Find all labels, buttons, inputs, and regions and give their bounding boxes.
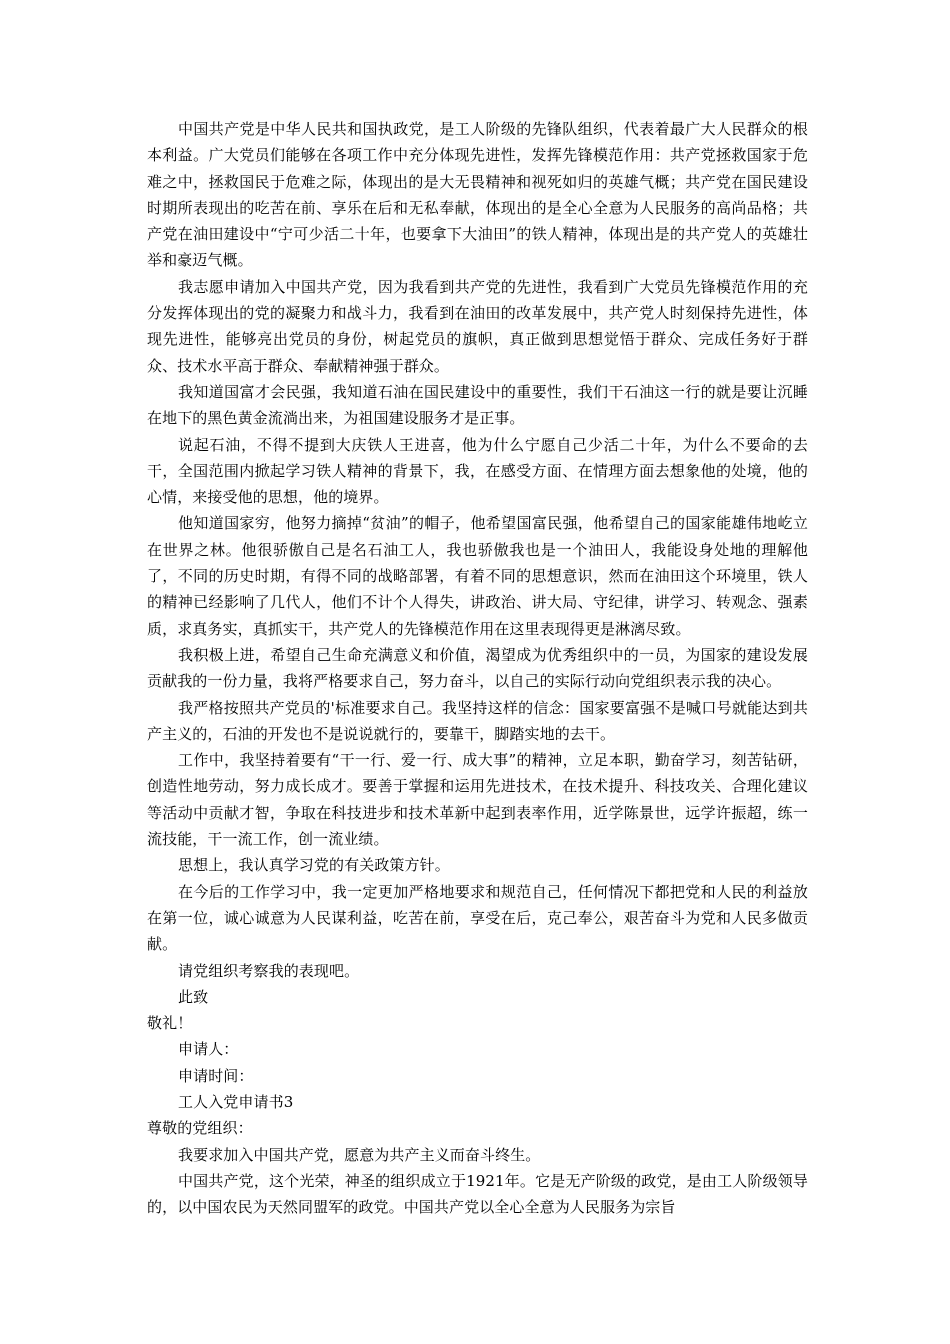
paragraph-thought: 思想上，我认真学习党的有关政策方针。: [178, 856, 450, 875]
application-date-label: 申请时间：: [178, 1066, 254, 1085]
applicant-label: 申请人：: [178, 1040, 239, 1059]
salutation: 尊敬的党组织：: [147, 1119, 253, 1138]
paragraph-iron-man-spirit: 他知道国家穷，他努力摘掉“贫油”的帽子，他希望国富民强，他希望自己的国家能雄伟地屹立在世界之林。他很骄傲自己是名石油工人，我也骄傲我也是一个油田人，我能设身处地的理解他了，不同的历史时期，有得不同的战略部署，有着不同的思想意识，然而在油田这个环境里，铁人的精神已经影响了几代人，他们不计个人得失，讲政治、讲大局、守纪律，讲学习、转观念、强素质，求真务实，真抓实干，共产党人的先锋模范作用在这里表现得更是淋漓尽致。: [147, 514, 808, 638]
paragraph-oil-importance: 我知道国富才会民强，我知道石油在国民建设中的重要性，我们干石油这一行的就是要让沉睡在地下的黑色黄金流淌出来，为祖国建设服务才是正事。: [147, 382, 808, 428]
closing-greeting: 此致: [178, 987, 209, 1006]
paragraph-request-review: 请党组织考察我的表现吧。: [178, 961, 360, 980]
paragraph-party-intro: 中国共产党是中华人民共和国执政党，是工人阶级的先锋队组织，代表着最广大人民群众的根本利益。广大党员们能够在各项工作中充分体现先进性，发挥先锋模范作用：共产党拯救国家于危难之中，拯救国民于危难之际，体现出的是大无畏精神和视死如归的英雄气概；共产党在国民建设时期所表现出的吃苦在前、享乐在后和无私奉献，体现出的是全心全意为人民服务的高尚品格；共产党在油田建设中“宁可少活二十年，也要拿下大油田”的铁人精神，体现出是的共产党人的英雄壮举和豪迈气概。: [147, 120, 808, 270]
paragraph-application-reason: 我志愿申请加入中国共产党，因为我看到共产党的先进性，我看到广大党员先锋模范作用的充分发挥体现出的党的凝聚力和战斗力，我看到在油田的改革发展中，共产党人时刻保持先进性，体现先进性，能够亮出党员的身份，树起党员的旗帜，真正做到思想觉悟于群众、完成任务好于群众、技术水平高于群众、奉献精神强于群众。: [147, 277, 808, 375]
paragraph-aspiration: 我积极上进，希望自己生命充满意义和价值，渴望成为优秀组织中的一员，为国家的建设发展贡献我的一份力量，我将严格要求自己，努力奋斗，以自己的实际行动向党组织表示我的决心。: [147, 645, 808, 691]
paragraph-future: 在今后的工作学习中，我一定更加严格地要求和规范自己，任何情况下都把党和人民的利益放在第一位，诚心诚意为人民谋利益，吃苦在前，享受在后，克己奉公，艰苦奋斗为党和人民多做贡献。: [147, 882, 808, 954]
closing-salute: 敬礼！: [147, 1014, 193, 1033]
paragraph-request-join: 我要求加入中国共产党，愿意为共产主义而奋斗终生。: [178, 1145, 541, 1164]
paragraph-work: 工作中，我坚持着要有“干一行、爱一行、成大事”的精神，立足本职，勤奋学习，刻苦钻研，创造性地劳动，努力成长成才。要善于掌握和运用先进技术，在技术提升、科技攻关、合理化建议等活动中贡献才智，争取在科技进步和技术革新中起到表率作用，近学陈景世，远学许振超，练一流技能，干一流工作，创一流业绩。: [147, 751, 808, 849]
paragraph-standards: 我严格按照共产党员的'标准要求自己。我坚持这样的信念：国家要富强不是喊口号就能达到共产主义的，石油的开发也不是说说就行的，要靠干，脚踏实地的去干。: [147, 698, 808, 743]
paragraph-iron-man: 说起石油，不得不提到大庆铁人王进喜，他为什么宁愿自己少活二十年，为什么不要命的去干，全国范围内掀起学习铁人精神的背景下，我，在感受方面、在情理方面去想象他的处境，他的心情，来接受他的思想，他的境界。: [147, 435, 808, 507]
section-title: 工人入党申请书3: [178, 1092, 294, 1111]
paragraph-party-history: 中国共产党，这个光荣，神圣的组织成立于1921年。它是无产阶级的政党，是由工人阶级领导的，以中国农民为天然同盟军的政党。中国共产党以全心全意为人民服务为宗旨: [147, 1171, 808, 1217]
